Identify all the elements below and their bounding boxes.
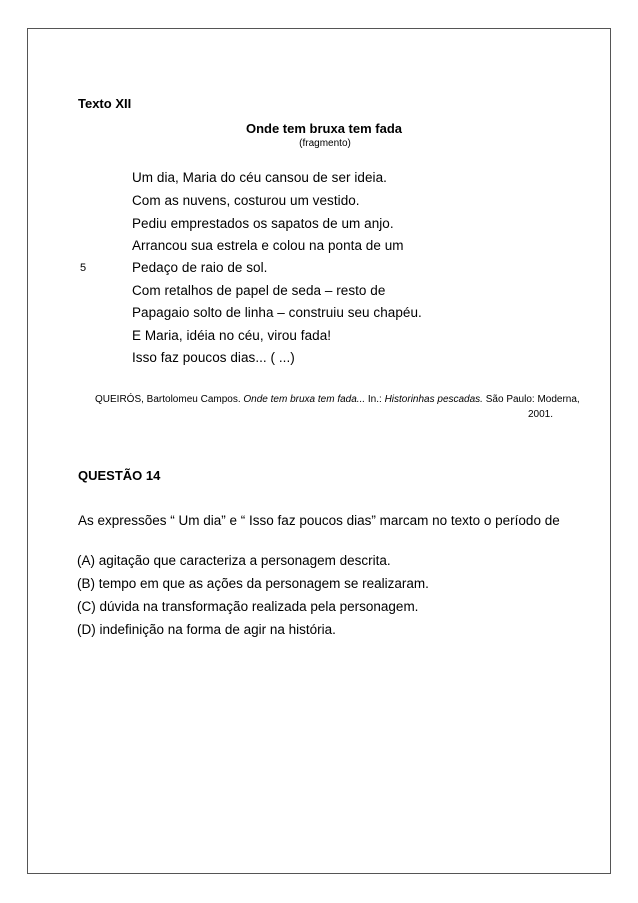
poem-line-3: Pediu emprestados os sapatos de um anjo.: [132, 216, 394, 231]
question-heading: QUESTÃO 14: [78, 468, 161, 483]
citation-publisher: São Paulo: Moderna,: [482, 394, 580, 405]
poem-line-4: Arrancou sua estrela e colou na ponta de um: [132, 238, 404, 253]
option-c: (C) dúvida na transformação realizada pela personagem.: [77, 599, 419, 614]
citation-work: Onde tem bruxa tem fada...: [243, 394, 366, 405]
line-number: 5: [80, 262, 87, 274]
poem-line-6: Com retalhos de papel de seda – resto de: [132, 283, 386, 298]
citation-author: QUEIRÓS, Bartolomeu Campos.: [95, 394, 244, 405]
option-a: (A) agitação que caracteriza a personagem descrita.: [77, 553, 391, 568]
citation-collection: Historinhas pescadas.: [384, 394, 483, 405]
option-b: (B) tempo em que as ações da personagem se realizaram.: [77, 576, 429, 591]
poem-line-7: Papagaio solto de linha – construiu seu chapéu.: [132, 305, 422, 320]
poem-subtitle: (fragmento): [299, 138, 351, 149]
poem-line-9: Isso faz poucos dias... ( ...): [132, 350, 295, 365]
citation-year: 2001.: [527, 409, 553, 420]
citation-in: In.:: [365, 394, 385, 405]
poem-line-1: Um dia, Maria do céu cansou de ser ideia.: [132, 170, 387, 185]
poem-line-2: Com as nuvens, costurou um vestido.: [132, 193, 360, 208]
page-border: [27, 28, 611, 874]
poem-line-5: Pedaço de raio de sol.: [132, 260, 268, 275]
poem-title: Onde tem bruxa tem fada: [245, 121, 403, 136]
option-d: (D) indefinição na forma de agir na história.: [77, 622, 336, 637]
citation: [95, 394, 580, 405]
question-prompt: As expressões “ Um dia” e “ Isso faz poucos dias” marcam no texto o período de: [78, 513, 560, 528]
poem-line-8: E Maria, idéia no céu, virou fada!: [132, 328, 332, 343]
text-label: Texto XII: [78, 96, 132, 111]
